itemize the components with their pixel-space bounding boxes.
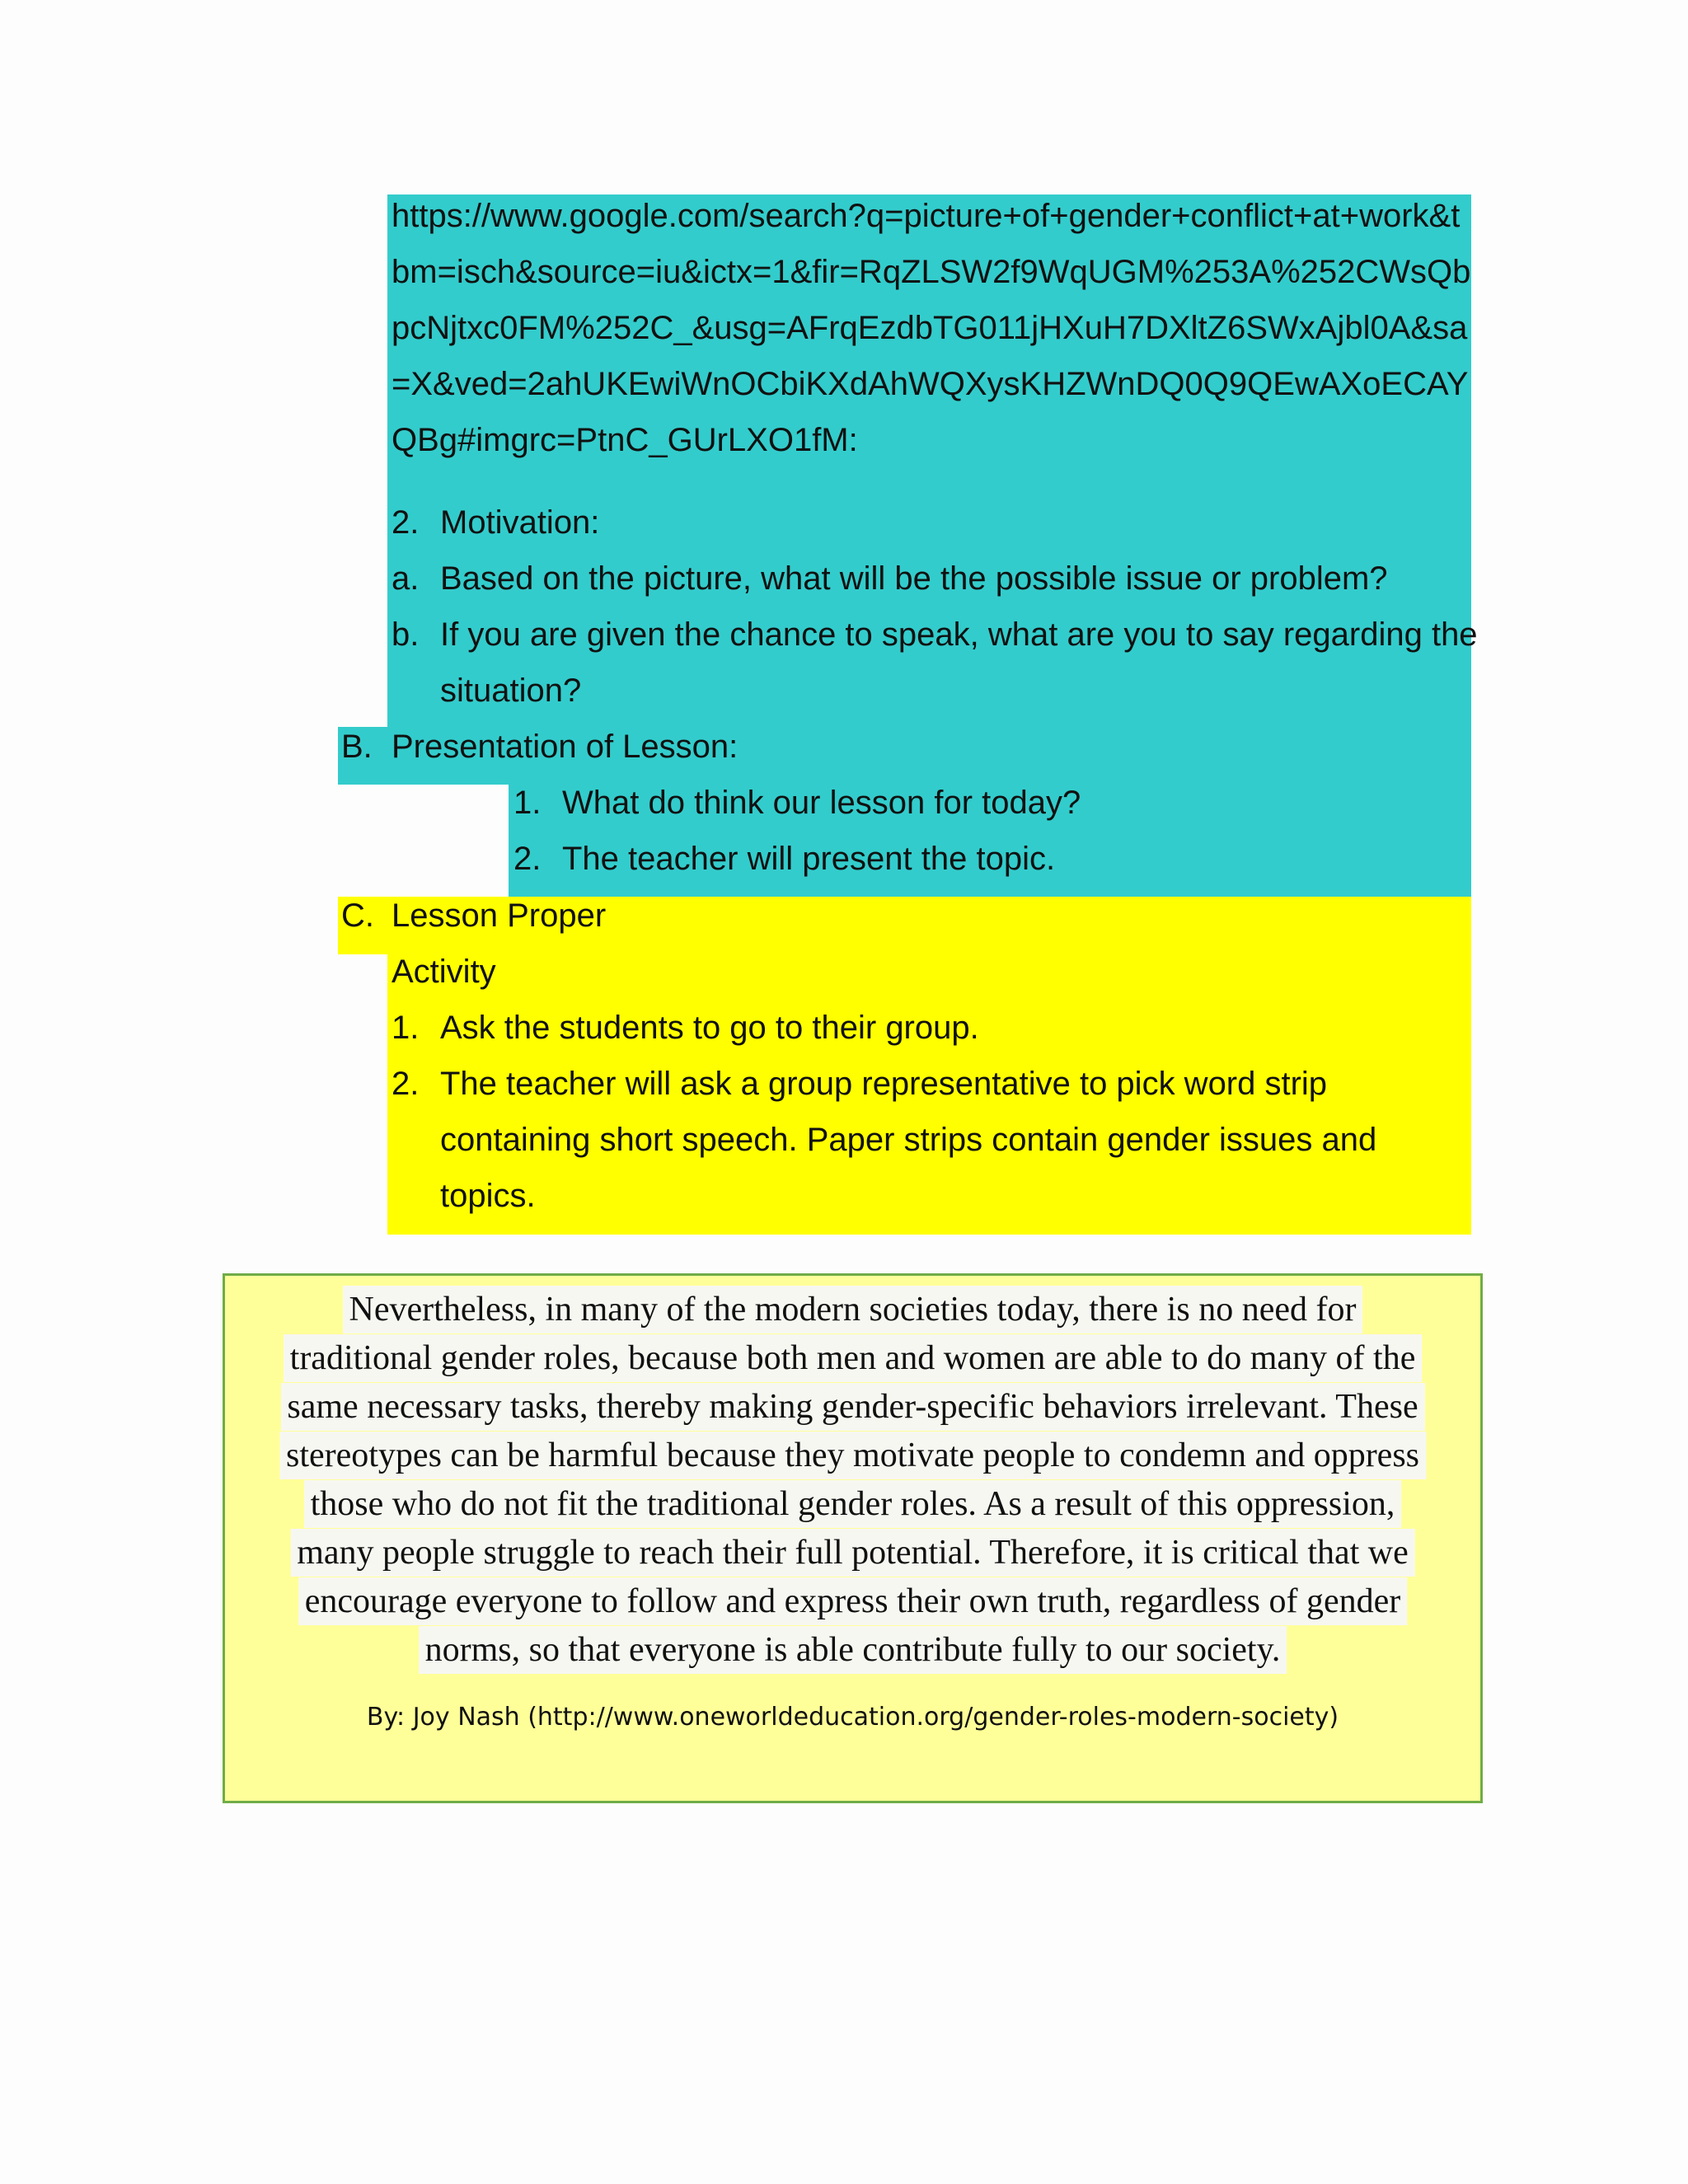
quote-byline: By: Joy Nash (http://www.oneworldeducation.org/gender-roles-modern-society) xyxy=(366,1703,1339,1732)
activity-item-text: topics. xyxy=(440,1178,536,1214)
quote-line: encourage everyone to follow and express their own truth, regardless of gender xyxy=(298,1577,1408,1625)
question-b-marker: b. xyxy=(392,616,420,653)
activity-item-text: Ask the students to go to their group. xyxy=(440,1010,979,1046)
quote-line: many people struggle to reach their full potential. Therefore, it is critical that we xyxy=(290,1529,1415,1577)
quote-line: same necessary tasks, thereby making gender-specific behaviors irrelevant. These xyxy=(280,1383,1424,1431)
lesson-proper-title: Lesson Proper xyxy=(392,898,607,934)
quote-line: those who do not fit the traditional gender roles. As a result of this oppression, xyxy=(304,1480,1402,1528)
activity-item-text: The teacher will ask a group representative to pick word strip xyxy=(440,1066,1328,1102)
question-b-text: situation? xyxy=(440,673,582,709)
presentation-item-text: What do think our lesson for today? xyxy=(562,785,1081,821)
activity-item-number: 1. xyxy=(392,1010,420,1046)
url-line: pcNjtxc0FM%252C_&usg=AFrqEzdbTG011jHXuH7DXltZ6SWxAjbl0A&sa xyxy=(392,310,1468,346)
presentation-item-number: 1. xyxy=(513,785,542,821)
url-line: https://www.google.com/search?q=picture+of+gender+conflict+at+work&t xyxy=(392,198,1461,234)
question-a-marker: a. xyxy=(392,560,420,597)
lesson-proper-marker: C. xyxy=(341,898,374,934)
question-a-text: Based on the picture, what will be the possible issue or problem? xyxy=(440,560,1388,597)
presentation-item-text: The teacher will present the topic. xyxy=(562,841,1056,877)
presentation-title: Presentation of Lesson: xyxy=(392,729,738,765)
quote-line: norms, so that everyone is able contribute fully to our society. xyxy=(419,1626,1287,1674)
quote-line: traditional gender roles, because both men and women are able to do many of the xyxy=(284,1334,1423,1382)
motivation-number: 2. xyxy=(392,504,420,541)
presentation-item-number: 2. xyxy=(513,841,542,877)
url-line: bm=isch&source=iu&ictx=1&fir=RqZLSW2f9WqUGM%253A%252CWsQb xyxy=(392,254,1471,290)
quote-box xyxy=(223,1273,1483,1803)
quote-line: Nevertheless, in many of the modern societies today, there is no need for xyxy=(343,1286,1363,1333)
url-line: QBg#imgrc=PtnC_GUrLXO1fM: xyxy=(392,422,858,458)
question-b-text: If you are given the chance to speak, what are you to say regarding the xyxy=(440,616,1478,653)
activity-item-number: 2. xyxy=(392,1066,420,1102)
quote-line: stereotypes can be harmful because they motivate people to condemn and oppress xyxy=(279,1432,1426,1479)
motivation-title: Motivation: xyxy=(440,504,600,541)
activity-heading: Activity xyxy=(392,954,496,990)
url-line: =X&ved=2ahUKEwiWnOCbiKXdAhWQXysKHZWnDQ0Q9QEwAXoECAY xyxy=(392,366,1469,402)
presentation-marker: B. xyxy=(341,729,373,765)
activity-item-text: containing short speech. Paper strips contain gender issues and xyxy=(440,1122,1377,1158)
